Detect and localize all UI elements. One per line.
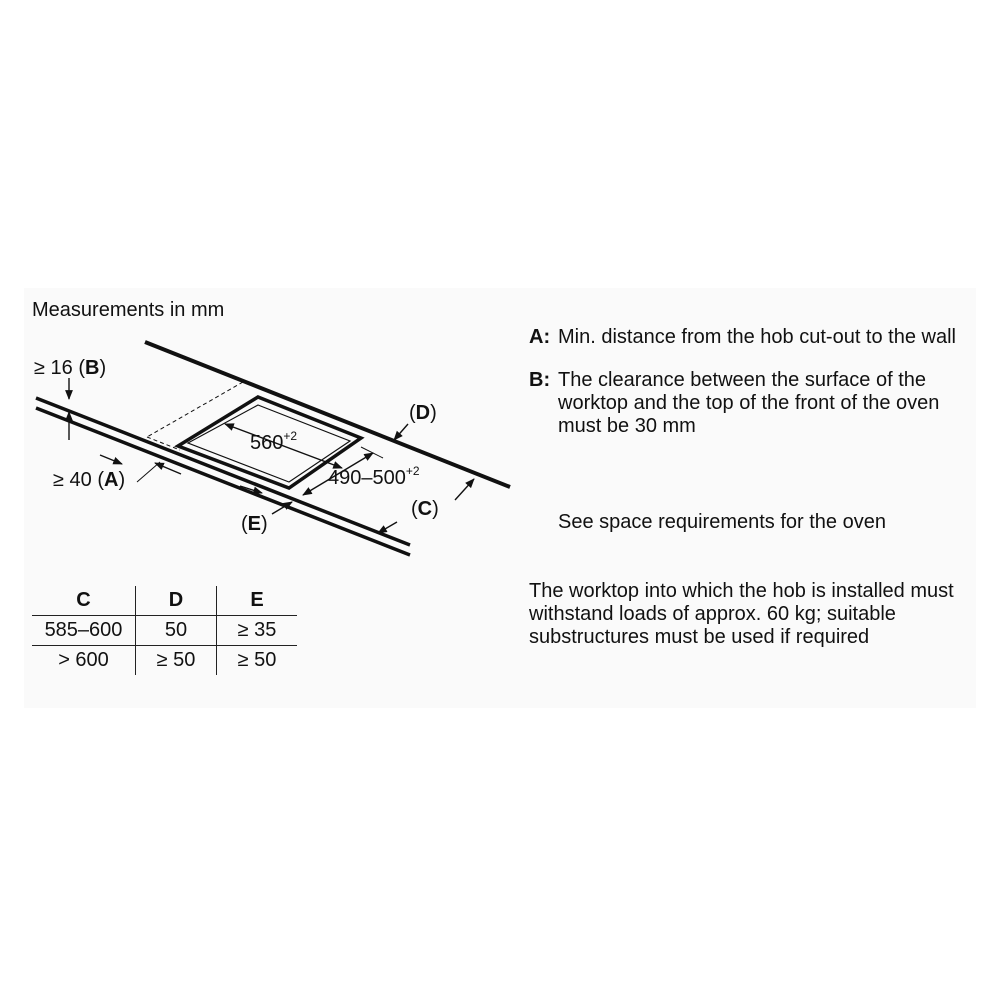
depth-extension-line (361, 447, 383, 458)
worktop-load-note: The worktop into which the hob is installed must withstand loads of approx. 60 kg; suitable substructures must be used if required (529, 580, 954, 648)
c-dimension-label: (C) (411, 498, 439, 520)
a-arrow-left (100, 455, 122, 464)
note-a-text: Min. distance from the hob cut-out to the wall (558, 326, 956, 348)
measurements-title: Measurements in mm (32, 299, 225, 321)
table-cell: > 600 (58, 649, 109, 671)
width-dimension-label: $560^{+2}$ (250, 429, 298, 454)
table-header: D (136, 586, 217, 616)
table-header: C (32, 586, 136, 616)
d-dimension-label: (D) (409, 402, 437, 424)
table-cell: ≥ 50 (237, 649, 277, 671)
table-row (32, 616, 297, 646)
note-a-key: A: (529, 326, 551, 348)
oven-dashed-line (147, 382, 243, 437)
note-b-key: B: (529, 369, 551, 391)
d-leader (394, 424, 408, 440)
a-dimension-label: ≥ 40 (A) (53, 469, 126, 491)
b-dimension-label: ≥ 16 (B) (34, 357, 107, 379)
table-header-row (32, 586, 297, 616)
clearance-table (32, 586, 297, 675)
table-cell: ≥ 35 (217, 616, 298, 646)
table-cell: 585–600 (32, 616, 136, 646)
note-b (529, 369, 978, 438)
a-leader (137, 462, 160, 482)
table-cell: 50 (136, 616, 217, 646)
legend-notes (529, 326, 969, 453)
table-header: E (217, 586, 298, 616)
table-cell: ≥ 50 (136, 646, 217, 676)
depth-dimension-label: $490-500^{+2}$ (328, 464, 420, 489)
worktop-back-edge (145, 342, 510, 487)
c-arrow-lower (378, 522, 397, 533)
c-arrow-upper (455, 479, 474, 500)
oven-space-note: See space requirements for the oven (558, 511, 886, 533)
note-b-text: The clearance between the surface of the worktop and the top of the front of the oven must be 30 mm (558, 369, 940, 437)
table-row (32, 646, 297, 676)
e-dimension-label: (E) (241, 513, 268, 535)
note-a (529, 326, 968, 349)
